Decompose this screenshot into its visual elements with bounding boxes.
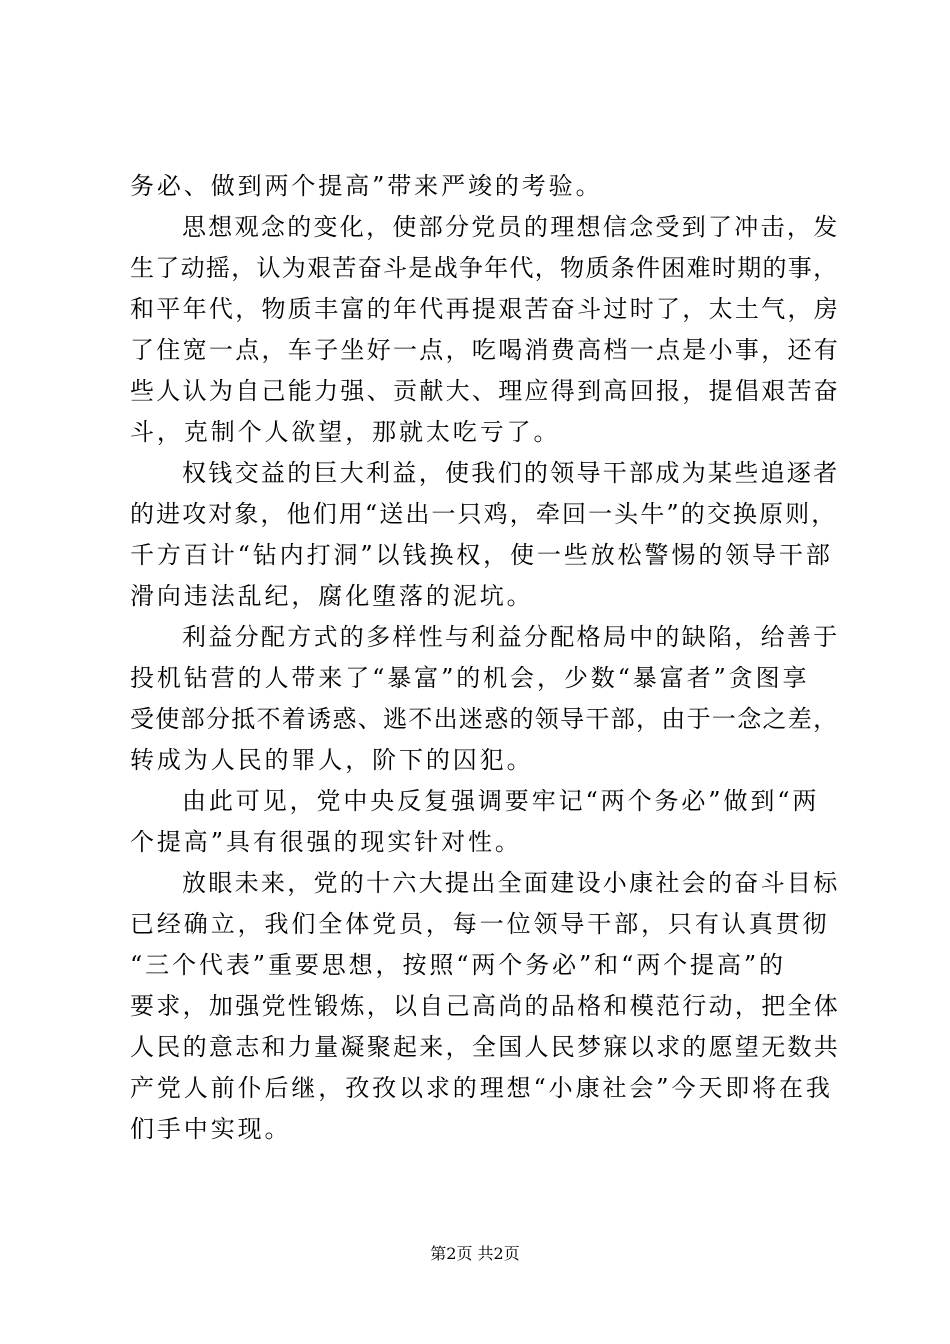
- text-line: 和平年代，物质丰富的年代再提艰苦奋斗过时了，太土气，房: [130, 295, 841, 323]
- text-line: 由此可见，党中央反复强调要牢记“两个务必”做到“两: [182, 787, 820, 815]
- document-body: [130, 166, 840, 1150]
- text-line: 放眼未来，党的十六大提出全面建设小康社会的奋斗目标: [182, 869, 840, 897]
- text-line: 受使部分抵不着诱惑、逃不出迷惑的领导干部，由于一念之差，: [130, 705, 839, 733]
- text-line: 们手中实现。: [130, 1115, 292, 1143]
- text-line: 千方百计“钻内打洞”以钱换权，使一些放松警惕的领导干部: [130, 541, 833, 569]
- text-line: 权钱交益的巨大利益，使我们的领导干部成为某些追逐者: [182, 459, 840, 487]
- text-line: 生了动摇，认为艰苦奋斗是战争年代，物质条件困难时期的事，: [130, 254, 839, 282]
- text-line: 利益分配方式的多样性与利益分配格局中的缺陷，给善于: [182, 623, 840, 651]
- text-line: 转成为人民的罪人，阶下的囚犯。: [130, 746, 534, 774]
- text-line: 的进攻对象，他们用“送出一只鸡，牵回一头牛”的交换原则，: [130, 500, 838, 528]
- text-line: 投机钻营的人带来了“暴富”的机会，少数“暴富者”贪图享: [130, 664, 810, 692]
- text-line: “三个代表”重要思想，按照“两个务必”和“两个提高”的: [130, 951, 786, 979]
- text-line: 产党人前仆后继，孜孜以求的理想“小康社会”今天即将在我: [130, 1074, 833, 1102]
- text-line: 人民的意志和力量凝聚起来，全国人民梦寐以求的愿望无数共: [130, 1033, 841, 1061]
- text-line: 思想观念的变化，使部分党员的理想信念受到了冲击，发: [182, 213, 840, 241]
- page-footer: 第2页 共2页: [430, 1244, 520, 1263]
- text-line: 务必、做到两个提高”带来严竣的考验。: [130, 172, 603, 200]
- text-line: 些人认为自己能力强、贡献大、理应得到高回报，提倡艰苦奋: [130, 377, 841, 405]
- text-line: 了住宽一点，车子坐好一点，吃喝消费高档一点是小事，还有: [130, 336, 841, 364]
- text-line: 斗，克制个人欲望，那就太吃亏了。: [130, 418, 561, 446]
- text-line: 个提高”具有很强的现实针对性。: [130, 828, 522, 856]
- text-line: 滑向违法乱纪，腐化堕落的泥坑。: [130, 582, 534, 610]
- text-line: 已经确立，我们全体党员，每一位领导干部，只有认真贯彻: [130, 910, 830, 938]
- text-line: 要求，加强党性锻炼，以自己高尚的品格和模范行动，把全体: [130, 992, 841, 1020]
